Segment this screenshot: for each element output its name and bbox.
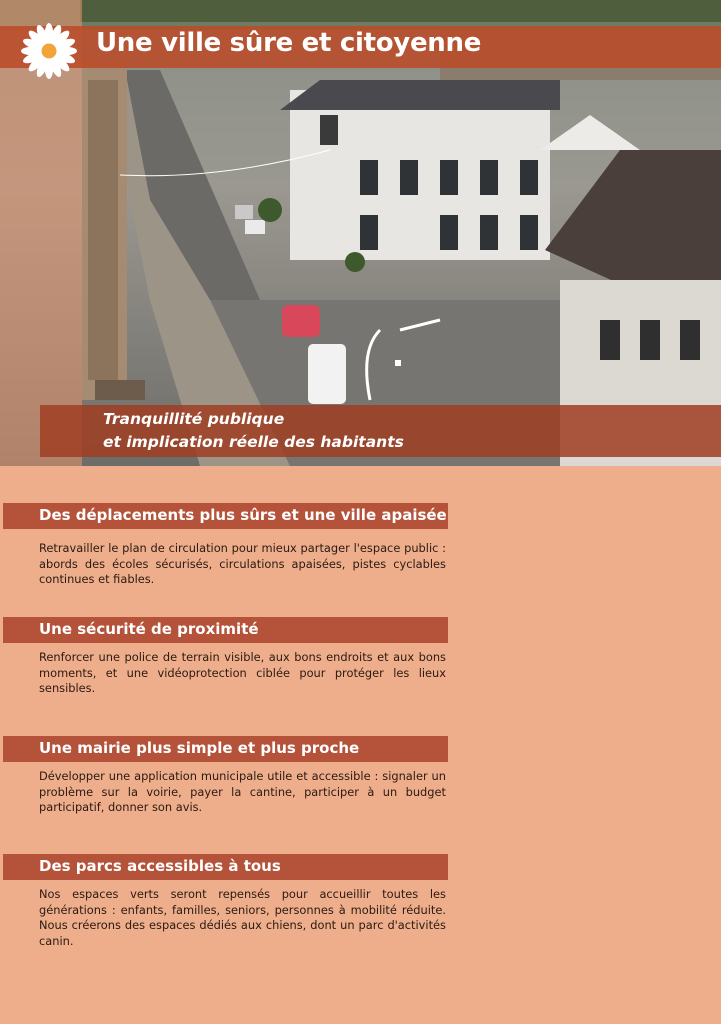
hero-photo <box>0 0 721 466</box>
section-heading-band <box>3 503 448 529</box>
section-heading-band <box>3 736 448 762</box>
section-heading: Des parcs accessibles à tous <box>39 857 281 875</box>
section-body: Développer une application municipale utile et accessible : signaler un problème sur la voirie, payer la cantine, participer à un budget participatif, donner son avis. <box>39 769 446 815</box>
section-heading-band <box>3 617 448 643</box>
section-heading-band <box>3 854 448 880</box>
daisy-logo-icon <box>20 22 78 80</box>
section-heading: Une sécurité de proximité <box>39 620 259 638</box>
section-body: Renforcer une police de terrain visible, aux bons endroits et aux bons moments, et une vidéoprotection ciblée pour protéger les lieux sensibles. <box>39 650 446 696</box>
section-heading: Des déplacements plus sûrs et une ville apaisée <box>39 506 447 524</box>
section-heading: Une mairie plus simple et plus proche <box>39 739 360 757</box>
page-title: Une ville sûre et citoyenne <box>96 28 482 58</box>
subtitle-line-2: et implication réelle des habitants <box>103 433 404 451</box>
section-body: Retravailler le plan de circulation pour mieux partager l'espace public : abords des écoles sécurisés, circulations apaisées, pistes cyclables continues et fiables. <box>39 541 446 587</box>
section-body: Nos espaces verts seront repensés pour accueillir toutes les générations : enfants, familles, seniors, personnes à mobilité réduite. Nous créerons des espaces dédiés aux chiens, dont un parc d'activités canin. <box>39 887 446 948</box>
subtitle-line-1: Tranquillité publique <box>103 410 285 428</box>
street-aerial-illustration <box>0 0 721 466</box>
